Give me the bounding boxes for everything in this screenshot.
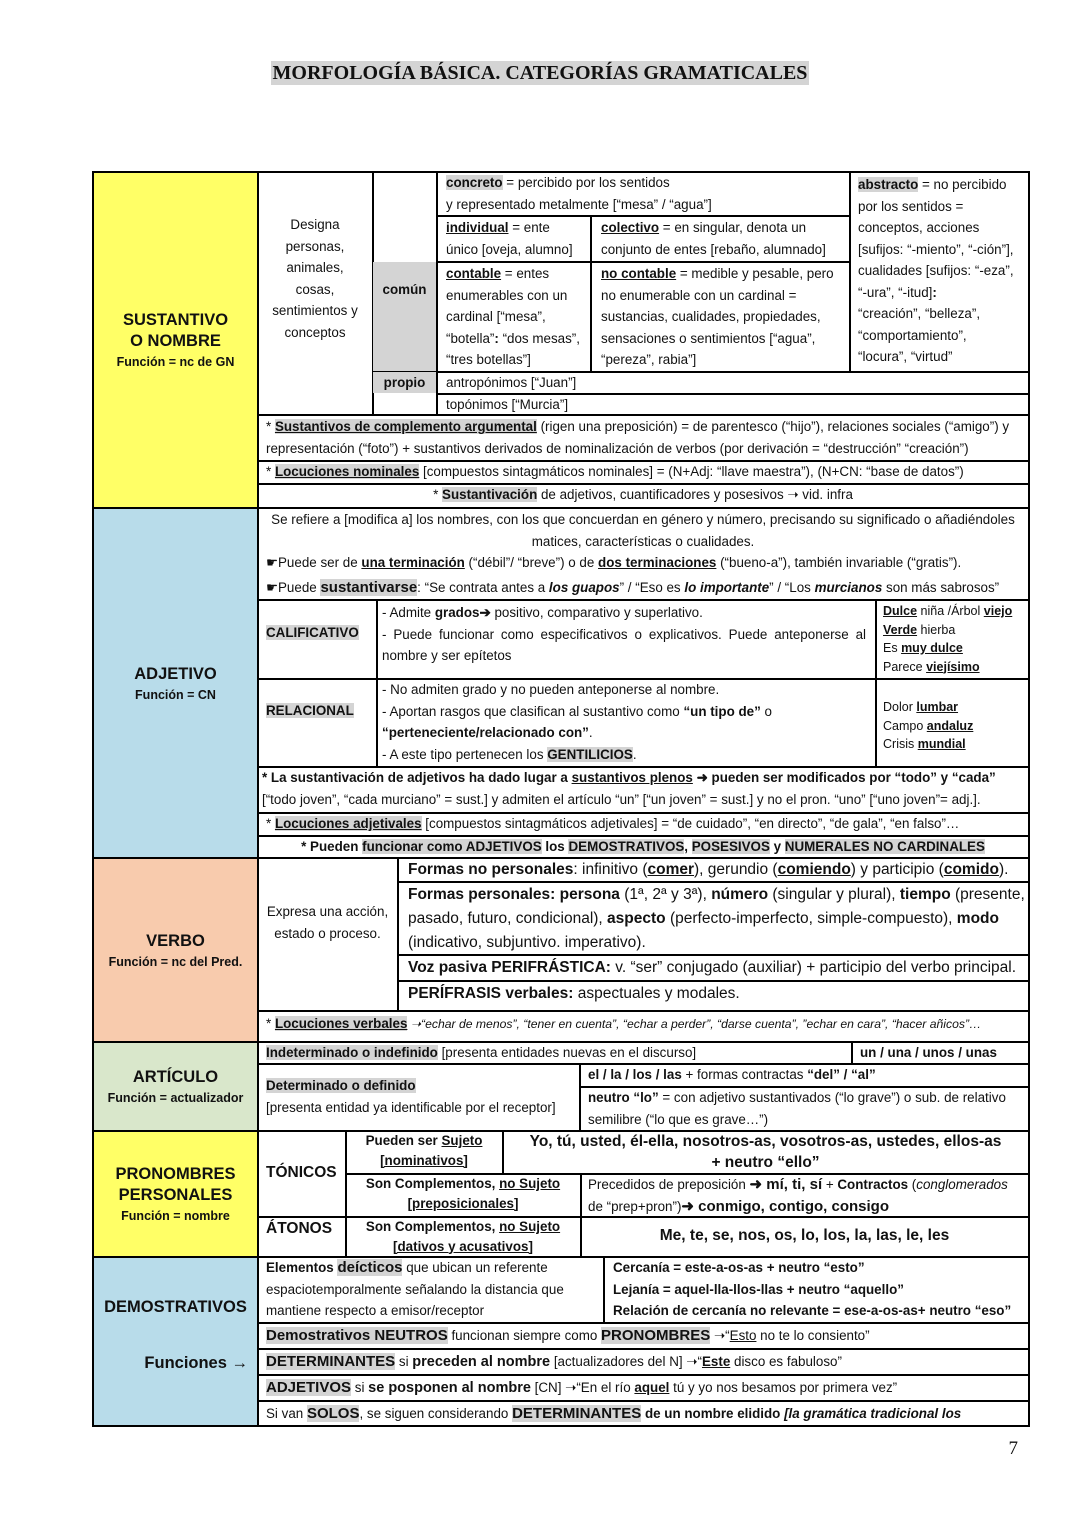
sustantivo-locuciones: * Locuciones nominales [compuestos sintagmáticos nominales] = (N+Adj: “llave maestra”), (N+CN: “base de datos”)	[266, 464, 964, 479]
adjetivo-refiere: Se refiere a [modifica a] los nombres, con los que concuerdan en género y número, precisando su significado o añadiéndoles matices, características o cualidades.	[271, 512, 1015, 549]
adjetivo-relacional-label: RELACIONAL	[266, 703, 354, 718]
demostrativos-distancias: Cercanía = este-a-os-as + neutro “esto” Lejanía = aquel-lla-llos-llas + neutro “aquello” Relación de cercanía no relevante = ese-a-os-as+ neutro “eso”	[613, 1260, 1012, 1318]
category-articulo: ARTÍCULO Función = actualizador	[93, 1042, 258, 1131]
sustantivo-contable: contable = entes enumerables con un cardinal [“mesa”, “botella”: “dos mesas”, “tres botellas”]	[446, 266, 580, 367]
demostrativos-solos: Si van SOLOS, se siguen considerando DETERMINANTES de un nombre elidido [la gramática tradicional los	[266, 1405, 962, 1422]
pronombres-atonos: ÁTONOS	[266, 1220, 333, 1237]
pronombres-preposicion: Precedidos de preposición ➜ mí, ti, sí + Contractos (conglomerados de “prep+pron”)➜ conmigo, contigo, consigo	[588, 1176, 1008, 1215]
adjetivo-calificativo-ejemplos: Dulce niña /Árbol viejo Verde hierba Es muy dulce Parece viejísimo	[883, 604, 1013, 674]
page-number: 7	[1008, 1438, 1018, 1459]
sustantivo-concreto: concreto = percibido por los sentidos y representado metalmente [“mesa” / “agua”]	[446, 175, 712, 212]
pronombres-sujeto: Pueden ser Sujeto [nominativos]	[365, 1133, 483, 1168]
adjetivo-relacional-text: - No admiten grado y no pueden anteponerse al nombre. - Aportan rasgos que clasifican al sustantivo como “un tipo de” o “perteneciente/relacionado con”. - A este tipo pertenecen los GENTILICIOS.	[382, 682, 772, 762]
demostrativos-adjetivos: ADJETIVOS si se posponen al nombre [CN] ➝“En el río aquel tú y yo nos besamos por primera vez”	[266, 1379, 898, 1396]
sustantivo-antroponimos: antropónimos [“Juan”]	[446, 375, 577, 390]
verbo-perifrasis: PERÍFRASIS verbales: aspectuales y modales.	[408, 985, 740, 1002]
sustantivo-nocontable: no contable = medible y pesable, pero no enumerable con un cardinal = sustancias, cualidades, propiedades, sensaciones o sentimientos [“agua”, “pereza”, rabia”]	[601, 266, 834, 367]
articulo-neutro-lo: neutro “lo” = con adjetivo sustantivados (“lo grave”) o sub. de relativo semilibre (“lo que es grave…”)	[588, 1090, 1006, 1127]
category-pronombres: PRONOMBRES PERSONALES Función = nombre	[93, 1131, 258, 1257]
sustantivo-toponimos: topónimos [“Murcia”]	[446, 397, 569, 412]
pronombres-tonicos: TÓNICOS	[266, 1164, 337, 1181]
adjetivo-sustantivarse: ☛Puede sustantivarse: “Se contrata antes a los guapos” / “Eso es lo importante” / “Los murcianos son más sabrosos”	[266, 579, 1000, 596]
demostrativos-title: DEMOSTRATIVOS	[104, 1298, 247, 1316]
adjetivo-sustantivos-plenos: * La sustantivación de adjetivos ha dado lugar a sustantivos plenos ➜ pueden ser modificados por “todo” y “cada” [“todo joven”, “cada murciano” = sust.] y admiten el artículo “un” [“un joven” = sust.] y no el pron. “uno” [“uno joven”= adj.].	[262, 770, 996, 807]
demostrativos-neutros: Demostrativos NEUTROS funcionan siempre como PRONOMBRES ➝“Esto no te lo consiento”	[266, 1327, 870, 1344]
sustantivo-sustantivacion: * Sustantivación de adjetivos, cuantificadores y posesivos ➝ vid. infra	[433, 487, 853, 502]
articulo-indeterminado: Indeterminado o indefinido [presenta entidades nuevas en el discurso]	[266, 1045, 697, 1060]
articulo-determinado-formas: el / la / los / las + formas contractas “del” / “al”	[588, 1067, 876, 1082]
verbo-locuciones: * Locuciones verbales ➝“echar de menos”, “tener en cuenta”, “echar a perder”, “darse cuenta”, ”echar en cara”, “hacer añicos”…	[266, 1016, 982, 1031]
demostrativos-determinantes: DETERMINANTES si preceden al nombre [actualizadores del N] ➝“Este disco es fabuloso”	[266, 1353, 842, 1370]
sustantivo-individual: individual = ente único [oveja, alumno]	[446, 220, 573, 257]
category-sustantivo: SUSTANTIVO O NOMBRE Función = nc de GN	[93, 172, 258, 508]
demostrativos-funciones: Funciones →	[144, 1354, 248, 1372]
pronombres-preposicionales: Son Complementos, no Sujeto [preposicionales]	[365, 1176, 561, 1211]
sustantivo-comun-label: común	[382, 282, 427, 297]
demostrativos-deicticos: Elementos deícticos que ubican un referente espaciotemporalmente señalando la distancia que mantiene respecto a emisor/receptor	[266, 1259, 564, 1318]
verbo-voz-pasiva: Voz pasiva PERIFRÁSTICA: v. “ser” conjugado (auxiliar) + participio del verbo principal.	[408, 959, 1017, 976]
adjetivo-locuciones: * Locuciones adjetivales [compuestos sintagmáticos adjetivales] = “de cuidado”, “en directo”, “de gala”, “en falso”…	[266, 816, 960, 831]
verbo-expresa: Expresa una acción, estado o proceso.	[266, 904, 389, 941]
verbo-formas-personales: Formas personales: persona (1ª, 2ª y 3ª), número (singular y plural), tiempo (presente, pasado, futuro, condicional), aspecto (perfecto-imperfecto, simple-compuesto), modo (indicativo, subjuntivo. imperativo).	[408, 886, 1025, 951]
sustantivo-complemento: * Sustantivos de complemento argumental (rigen una preposición) = de parentesco (“hijo”), relaciones sociales (“amigo”) y representación (“foto”) + sustantivos derivados de nominalización de verbos (por derivación = “destrucción” “creación”)	[266, 419, 1010, 456]
adjetivo-calificativo-label: CALIFICATIVO	[266, 625, 359, 640]
adjetivo-relacional-ejemplos: Dolor lumbar Campo andaluz Crisis mundial	[883, 700, 974, 751]
category-demostrativos	[93, 1257, 258, 1426]
adjetivo-terminacion: ☛Puede ser de una terminación (“débil”/ “breve”) o de dos terminaciones (“bueno-a”), también invariable (“gratis”).	[266, 555, 962, 570]
pronombres-atonos-comp: Son Complementos, no Sujeto [dativos y acusativos]	[365, 1219, 561, 1254]
adjetivo-calificativo-text: - Admite grados➔ positivo, comparativo y superlativo. - Puede funcionar como especificativos o explicativos. Puede anteponerse al nombre y ser epítetos	[382, 605, 866, 663]
articulo-determinado: Determinado o definido [presenta entidad ya identificable por el receptor]	[266, 1078, 556, 1115]
category-verbo: VERBO Función = nc del Pred.	[93, 858, 258, 1042]
adjetivo-funcionar: * Pueden funcionar como ADJETIVOS los DEMOSTRATIVOS, POSESIVOS y NUMERALES NO CARDINALES	[301, 839, 985, 854]
pronombres-atonos-formas: Me, te, se, nos, os, lo, los, la, las, le, les	[659, 1227, 950, 1244]
sustantivo-designa: Designa personas, animales, cosas, sentimientos y conceptos	[272, 217, 358, 340]
page-title: MORFOLOGÍA BÁSICA. CATEGORÍAS GRAMATICALES	[272, 62, 808, 84]
sustantivo-colectivo: colectivo = en singular, denota un conjunto de entes [rebaño, alumnado]	[601, 220, 826, 257]
verbo-formas-no-personales: Formas no personales: infinitivo (comer), gerundio (comiendo) y participio (comido).	[408, 861, 1009, 878]
sustantivo-abstracto: abstracto = no percibido por los sentidos = conceptos, acciones [sufijos: “-miento”, “-ción”], cualidades [sufijos: “-eza”, “-ura”, “-itud]: “creación”, “belleza”, “comportamiento”, “locura”, “virtud”	[858, 177, 1014, 364]
pronombres-sujeto-formas: Yo, tú, usted, él-ella, nosotros-as, vosotros-as, ustedes, ellos-as + neutro “ello”	[529, 1133, 1002, 1171]
category-adjetivo: ADJETIVO Función = CN	[93, 508, 258, 858]
sustantivo-propio-label: propio	[383, 375, 426, 390]
articulo-indeterminado-formas: un / una / unos / unas	[860, 1045, 997, 1060]
